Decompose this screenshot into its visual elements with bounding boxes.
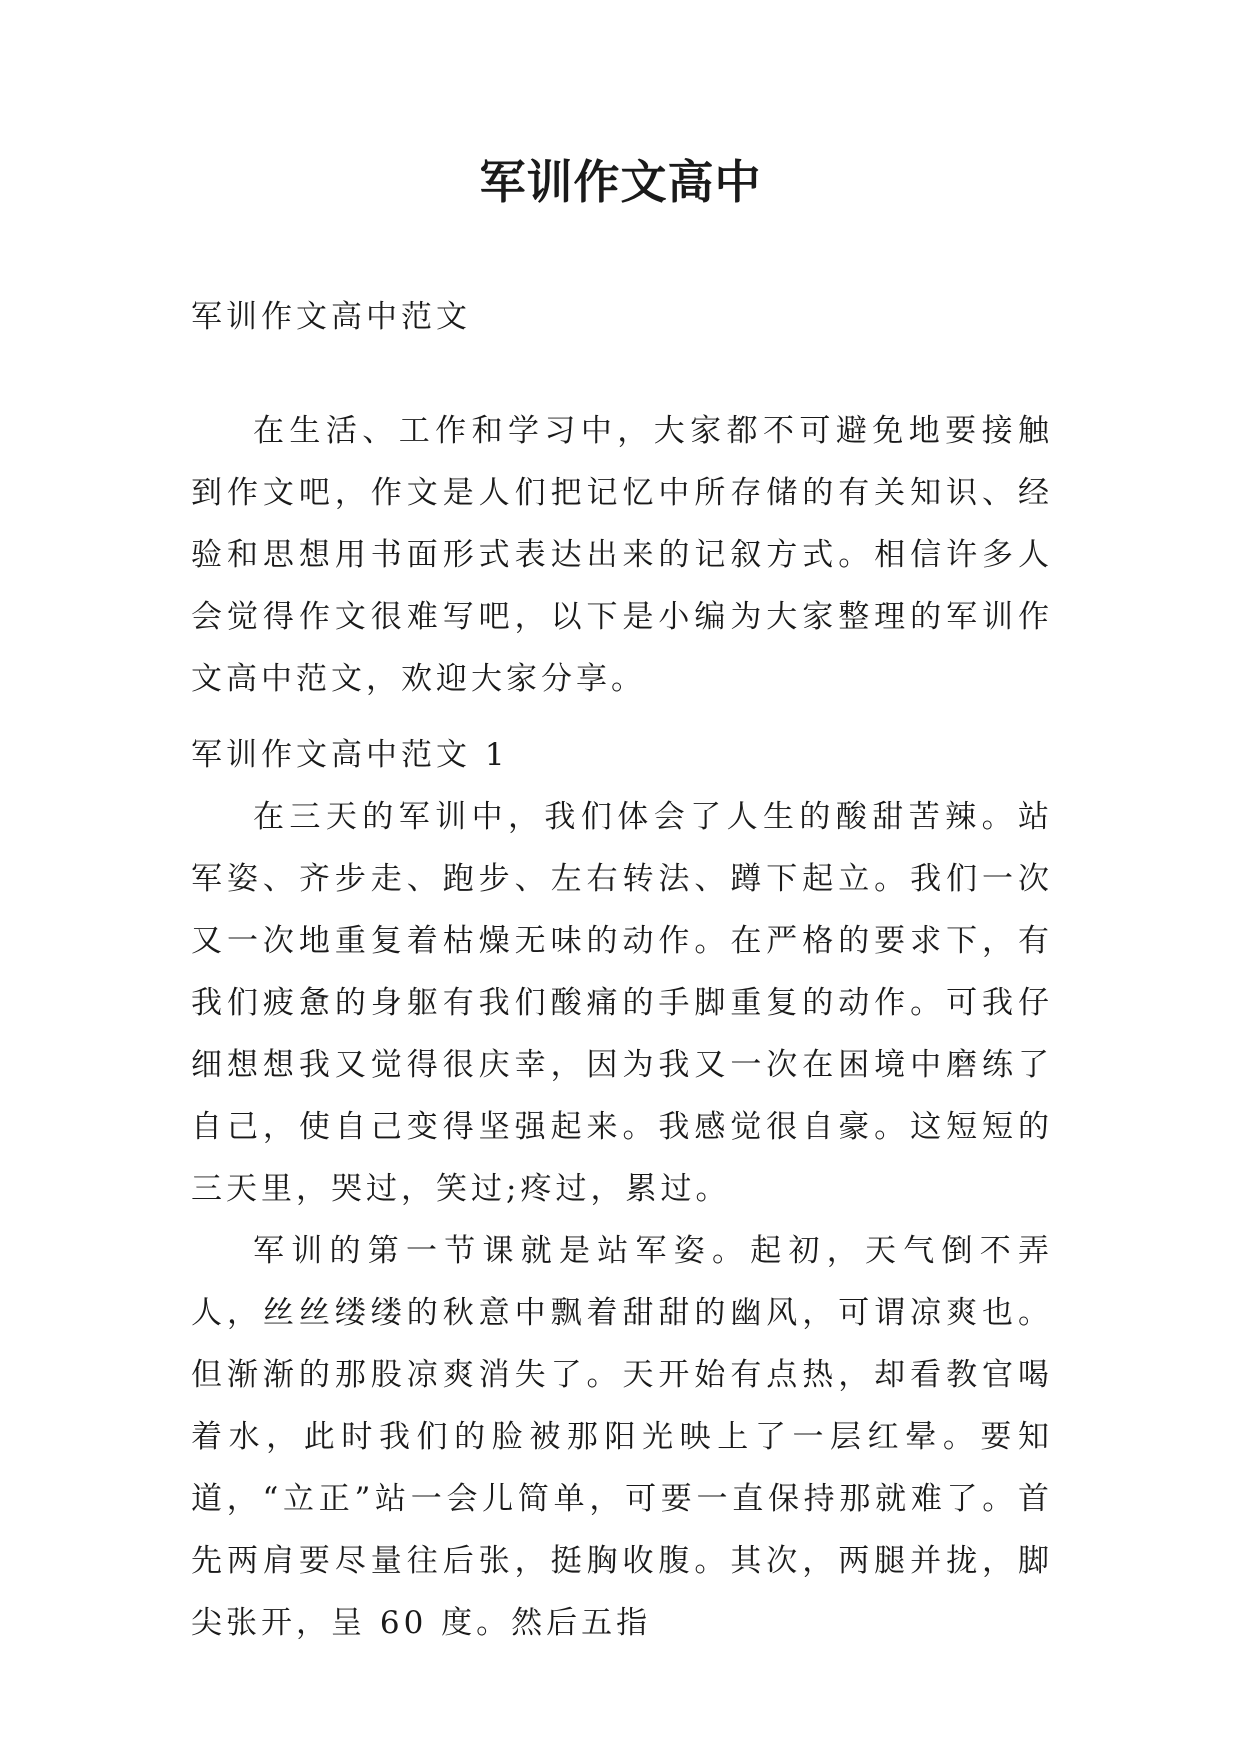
body-paragraph: 在三天的军训中，我们体会了人生的酸甜苦辣。站军姿、齐步走、跑步、左右转法、蹲下起立。我们一次又一次地重复着枯燥无味的动作。在严格的要求下，有我们疲惫的身躯有我们酸痛的手脚重复的动作。可我仔细想想我又觉得很庆幸，因为我又一次在困境中磨练了自己，使自己变得坚强起来。我感觉很自豪。这短短的三天里，哭过，笑过;疼过，累过。 [191,799,1053,1207]
body-paragraph: 军训的第一节课就是站军姿。起初，天气倒不弄人，丝丝缕缕的秋意中飘着甜甜的幽风，可谓凉爽也。但渐渐的那股凉爽消失了。天开始有点热，却看教官喝着水，此时我们的脸被那阳光映上了一层红晕。要知道，“立正”站一会儿简单，可要一直保持那就难了。首先两肩要尽量往后张，挺胸收腹。其次，两腿并拢，脚尖张开，呈 60 度。然后五指 [191,1233,1053,1641]
section-heading: 军训作文高中范文 1 [191,737,509,773]
document-subtitle: 军训作文高中范文 [191,299,471,335]
document-title: 军训作文高中 [479,155,762,209]
intro-paragraph: 在生活、工作和学习中，大家都不可避免地要接触到作文吧，作文是人们把记忆中所存储的有关知识、经验和思想用书面形式表达出来的记叙方式。相信许多人会觉得作文很难写吧，以下是小编为大家整理的军训作文高中范文，欢迎大家分享。 [191,413,1053,697]
